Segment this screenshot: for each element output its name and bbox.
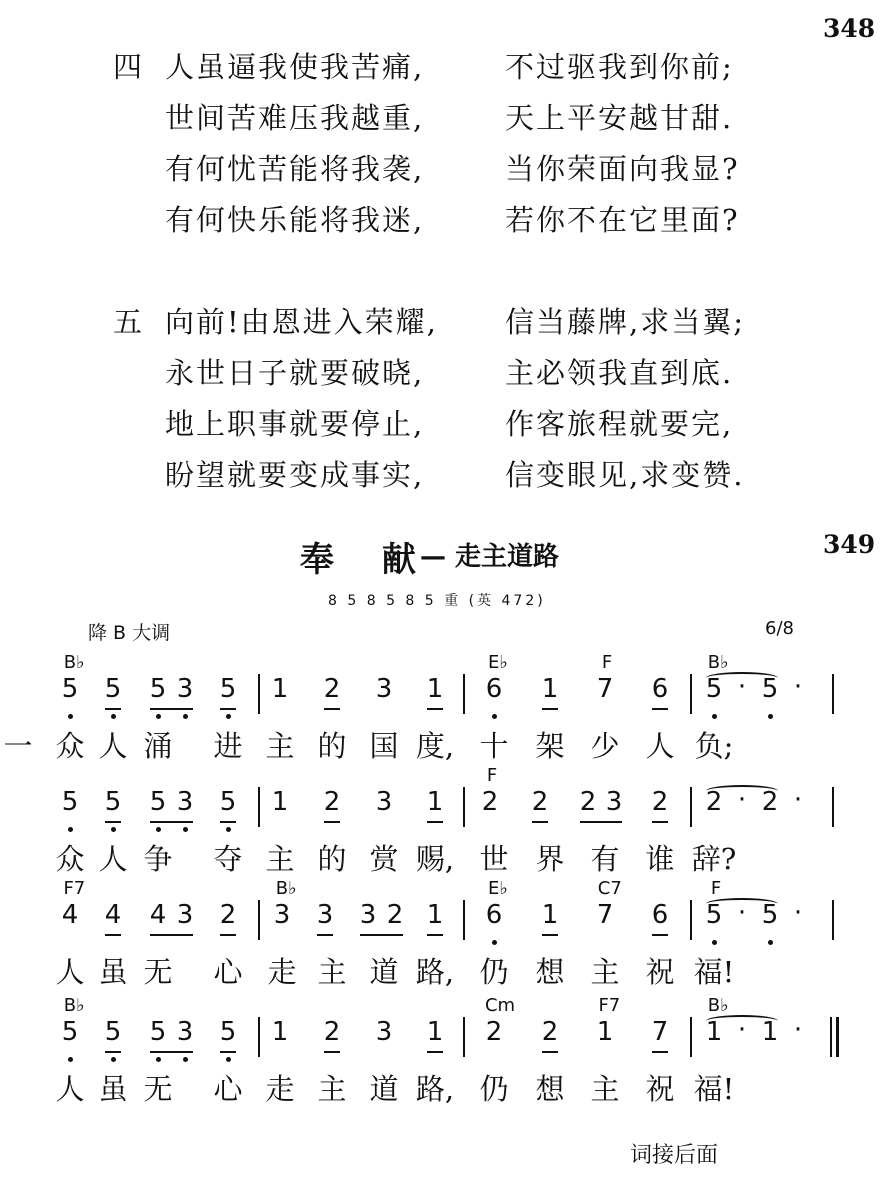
note: 3 [316,900,334,930]
octave-dot [492,714,497,719]
note: 1 [426,1017,444,1047]
beam-underline [317,934,333,936]
verse-line: 作客旅程就要完, [505,407,734,441]
note: 6 [651,674,669,704]
note: 1 [271,787,289,817]
note: 3 [359,900,377,930]
lyric-syllable: 辞? [691,842,737,876]
octave-dot [156,714,161,719]
note: 5 [61,674,79,704]
beam-underline [580,821,622,823]
note: 5 [761,900,779,930]
octave-dot [226,827,231,832]
note: 1 [271,674,289,704]
chord-symbol: F [601,652,613,673]
note: 4 [149,900,167,930]
lyric-syllable: 界 [535,842,565,876]
lyric-syllable: 主 [590,955,620,989]
lyric-syllable: 夺 [213,842,243,876]
bar-line [690,900,692,940]
verse-line: 当你荣面向我显? [505,152,740,186]
chord-symbol: C7 [597,878,622,899]
beam-underline [220,934,236,936]
chord-symbol: Cm [484,995,516,1016]
chord-symbol: F7 [598,995,621,1016]
note: 6 [651,900,669,930]
verse-line: 盼望就要变成事实, [165,458,425,492]
octave-dot [712,714,717,719]
note: 5 [104,1017,122,1047]
note: 3 [176,787,194,817]
note: 1 [541,674,559,704]
augmentation-dot: · [737,898,747,928]
verse-line: 信当藤牌,求当翼; [505,305,745,339]
bar-line [832,787,834,827]
chord-symbol: F [710,878,722,899]
lyric-syllable: 人 [98,842,128,876]
lyric-syllable: 进 [213,729,243,763]
lyric-syllable: 虽 [98,1072,128,1106]
octave-dot [68,827,73,832]
note: 7 [651,1017,669,1047]
augmentation-dot: · [737,672,747,702]
chord-symbol: B♭ [63,652,85,673]
octave-dot [156,1057,161,1062]
lyric-syllable: 的 [317,729,347,763]
score-row [0,765,885,885]
note: 2 [323,1017,341,1047]
octave-dot [183,714,188,719]
note: 2 [705,787,723,817]
chord-symbol: E♭ [488,652,508,673]
octave-dot [768,940,773,945]
hymn-number-348: 348 [823,14,876,43]
augmentation-dot: · [793,898,803,928]
lyric-syllable: 主 [265,729,295,763]
tie-arc [706,1015,778,1027]
beam-underline [324,821,340,823]
note: 2 [323,674,341,704]
beam-underline [652,708,668,710]
lyric-syllable: 道 [369,1072,399,1106]
note: 2 [219,900,237,930]
lyric-syllable: 一 [3,729,33,763]
lyric-syllable: 负; [694,729,734,763]
note: 5 [705,900,723,930]
lyric-syllable: 度, [415,729,455,763]
lyric-syllable: 祝 [645,1072,675,1106]
note: 6 [485,674,503,704]
beam-underline [105,934,121,936]
key-signature: 降 B 大调 [88,622,171,644]
note: 3 [375,1017,393,1047]
beam-underline [324,708,340,710]
beam-underline [220,1051,236,1053]
lyric-syllable: 路, [415,955,455,989]
note: 1 [541,900,559,930]
note: 3 [176,1017,194,1047]
lyric-syllable: 路, [415,1072,455,1106]
lyric-syllable: 十 [479,729,509,763]
bar-line [463,1017,465,1057]
note: 3 [176,900,194,930]
note: 5 [705,674,723,704]
lyric-syllable: 福! [693,955,735,989]
bar-line [463,900,465,940]
bar-line [690,674,692,714]
beam-underline [360,934,403,936]
lyric-syllable: 的 [317,842,347,876]
beam-underline [652,934,668,936]
lyric-syllable: 祝 [645,955,675,989]
beam-underline [150,821,193,823]
beam-underline [542,1051,558,1053]
lyric-syllable: 架 [535,729,565,763]
note: 5 [149,787,167,817]
verse-line: 人虽逼我使我苦痛, [165,50,425,84]
bar-line [690,787,692,827]
lyric-syllable: 仍 [479,955,509,989]
stanza-number: 五 [113,305,143,339]
octave-dot [111,1057,116,1062]
bar-line [258,900,260,940]
octave-dot [156,827,161,832]
lyric-syllable: 主 [590,1072,620,1106]
note: 2 [579,787,597,817]
note: 5 [61,787,79,817]
lyric-syllable: 心 [213,1072,243,1106]
lyric-syllable: 少 [590,729,620,763]
note: 6 [485,900,503,930]
note: 3 [375,787,393,817]
note: 5 [219,787,237,817]
beam-underline [427,821,443,823]
octave-dot [712,940,717,945]
verse-line: 有何忧苦能将我袭, [165,152,425,186]
note: 1 [426,900,444,930]
chord-symbol: F7 [63,878,86,899]
verse-line: 有何快乐能将我迷, [165,203,425,237]
lyric-syllable: 众 [55,842,85,876]
hymn-number-349: 349 [823,530,876,559]
tie-arc [706,672,778,684]
lyric-syllable: 虽 [98,955,128,989]
beam-underline [652,1051,668,1053]
verse-line: 世间苦难压我越重, [165,101,425,135]
note: 1 [761,1017,779,1047]
footer-note: 词接后面 [630,1143,719,1168]
verse-line: 信变眼见,求变赞. [505,458,745,492]
note: 2 [651,787,669,817]
score-row [0,652,885,772]
augmentation-dot: · [737,1015,747,1045]
bar-line [463,674,465,714]
note: 2 [323,787,341,817]
augmentation-dot: · [793,1015,803,1045]
bar-line [830,1017,832,1057]
chord-symbol: B♭ [707,995,729,1016]
lyric-syllable: 人 [55,1072,85,1106]
chord-symbol: B♭ [63,995,85,1016]
note: 1 [426,787,444,817]
augmentation-dot: · [737,785,747,815]
note: 3 [375,674,393,704]
beam-underline [427,708,443,710]
note: 3 [273,900,291,930]
octave-dot [68,714,73,719]
note: 4 [104,900,122,930]
note: 5 [104,787,122,817]
beam-underline [150,1051,193,1053]
note: 2 [485,1017,503,1047]
octave-dot [111,714,116,719]
bar-line [463,787,465,827]
beam-underline [542,934,558,936]
note: 1 [271,1017,289,1047]
beam-underline [150,708,193,710]
chord-symbol: E♭ [488,878,508,899]
verse-line: 若你不在它里面? [505,203,740,237]
octave-dot [68,1057,73,1062]
lyric-syllable: 争 [143,842,173,876]
note: 5 [61,1017,79,1047]
beam-underline [150,934,193,936]
note: 2 [531,787,549,817]
augmentation-dot: · [793,785,803,815]
note: 2 [481,787,499,817]
note: 1 [426,674,444,704]
note: 1 [596,1017,614,1047]
chord-symbol: B♭ [275,878,297,899]
lyric-syllable: 国 [369,729,399,763]
note: 5 [104,674,122,704]
octave-dot [226,1057,231,1062]
lyric-syllable: 谁 [645,842,675,876]
bar-line [832,674,834,714]
note: 2 [761,787,779,817]
lyric-syllable: 想 [535,955,565,989]
beam-underline [105,708,121,710]
meter-label: 8 5 8 5 8 5 重 (英 472) [328,593,546,609]
lyric-syllable: 道 [369,955,399,989]
stanza-number: 四 [113,50,143,84]
augmentation-dot: · [793,672,803,702]
lyric-syllable: 走 [265,1072,295,1106]
note: 5 [219,1017,237,1047]
beam-underline [427,1051,443,1053]
note: 5 [149,674,167,704]
note: 5 [219,674,237,704]
note: 4 [61,900,79,930]
beam-underline [105,1051,121,1053]
bar-line [690,1017,692,1057]
octave-dot [183,1057,188,1062]
lyric-syllable: 无 [143,1072,173,1106]
lyric-syllable: 无 [143,955,173,989]
beam-underline [532,821,548,823]
beam-underline [542,708,558,710]
time-signature: 6/8 [765,618,794,639]
lyric-syllable: 赏 [369,842,399,876]
lyric-syllable: 众 [55,729,85,763]
lyric-syllable: 人 [98,729,128,763]
score-row [0,995,885,1115]
beam-underline [324,1051,340,1053]
lyric-syllable: 人 [55,955,85,989]
verse-line: 天上平安越甘甜. [505,101,734,135]
beam-underline [220,821,236,823]
lyric-syllable: 想 [535,1072,565,1106]
bar-line [258,787,260,827]
tie-arc [706,785,778,797]
lyric-syllable: 仍 [479,1072,509,1106]
bar-line [832,900,834,940]
note: 7 [596,900,614,930]
score-row [0,878,885,998]
lyric-syllable: 走 [267,955,297,989]
bar-line [258,674,260,714]
lyric-syllable: 主 [265,842,295,876]
octave-dot [226,714,231,719]
verse-line: 地上职事就要停止, [165,407,425,441]
beam-underline [427,934,443,936]
note: 5 [761,674,779,704]
chord-symbol: F [486,765,498,786]
tie-arc [706,898,778,910]
final-bar-line [836,1017,839,1057]
note: 1 [705,1017,723,1047]
hymn-title: 奉 献 [300,540,434,580]
octave-dot [183,827,188,832]
hymn-subtitle: — 走主道路 [420,542,560,572]
lyric-syllable: 主 [317,955,347,989]
beam-underline [652,821,668,823]
lyric-syllable: 心 [213,955,243,989]
verse-line: 向前!由恩进入荣耀, [165,305,438,339]
note: 2 [386,900,404,930]
note: 3 [176,674,194,704]
note: 5 [149,1017,167,1047]
note: 3 [605,787,623,817]
verse-line: 主必领我直到底. [505,356,734,390]
lyric-syllable: 世 [479,842,509,876]
chord-symbol: B♭ [707,652,729,673]
lyric-syllable: 主 [317,1072,347,1106]
beam-underline [105,821,121,823]
octave-dot [111,827,116,832]
lyric-syllable: 有 [590,842,620,876]
note: 7 [596,674,614,704]
lyric-syllable: 福! [693,1072,735,1106]
octave-dot [492,940,497,945]
lyric-syllable: 人 [645,729,675,763]
octave-dot [768,714,773,719]
verse-line: 不过驱我到你前; [505,50,734,84]
lyric-syllable: 赐, [415,842,455,876]
beam-underline [220,708,236,710]
verse-line: 永世日子就要破晓, [165,356,425,390]
lyric-syllable: 涌 [143,729,173,763]
bar-line [258,1017,260,1057]
note: 2 [541,1017,559,1047]
